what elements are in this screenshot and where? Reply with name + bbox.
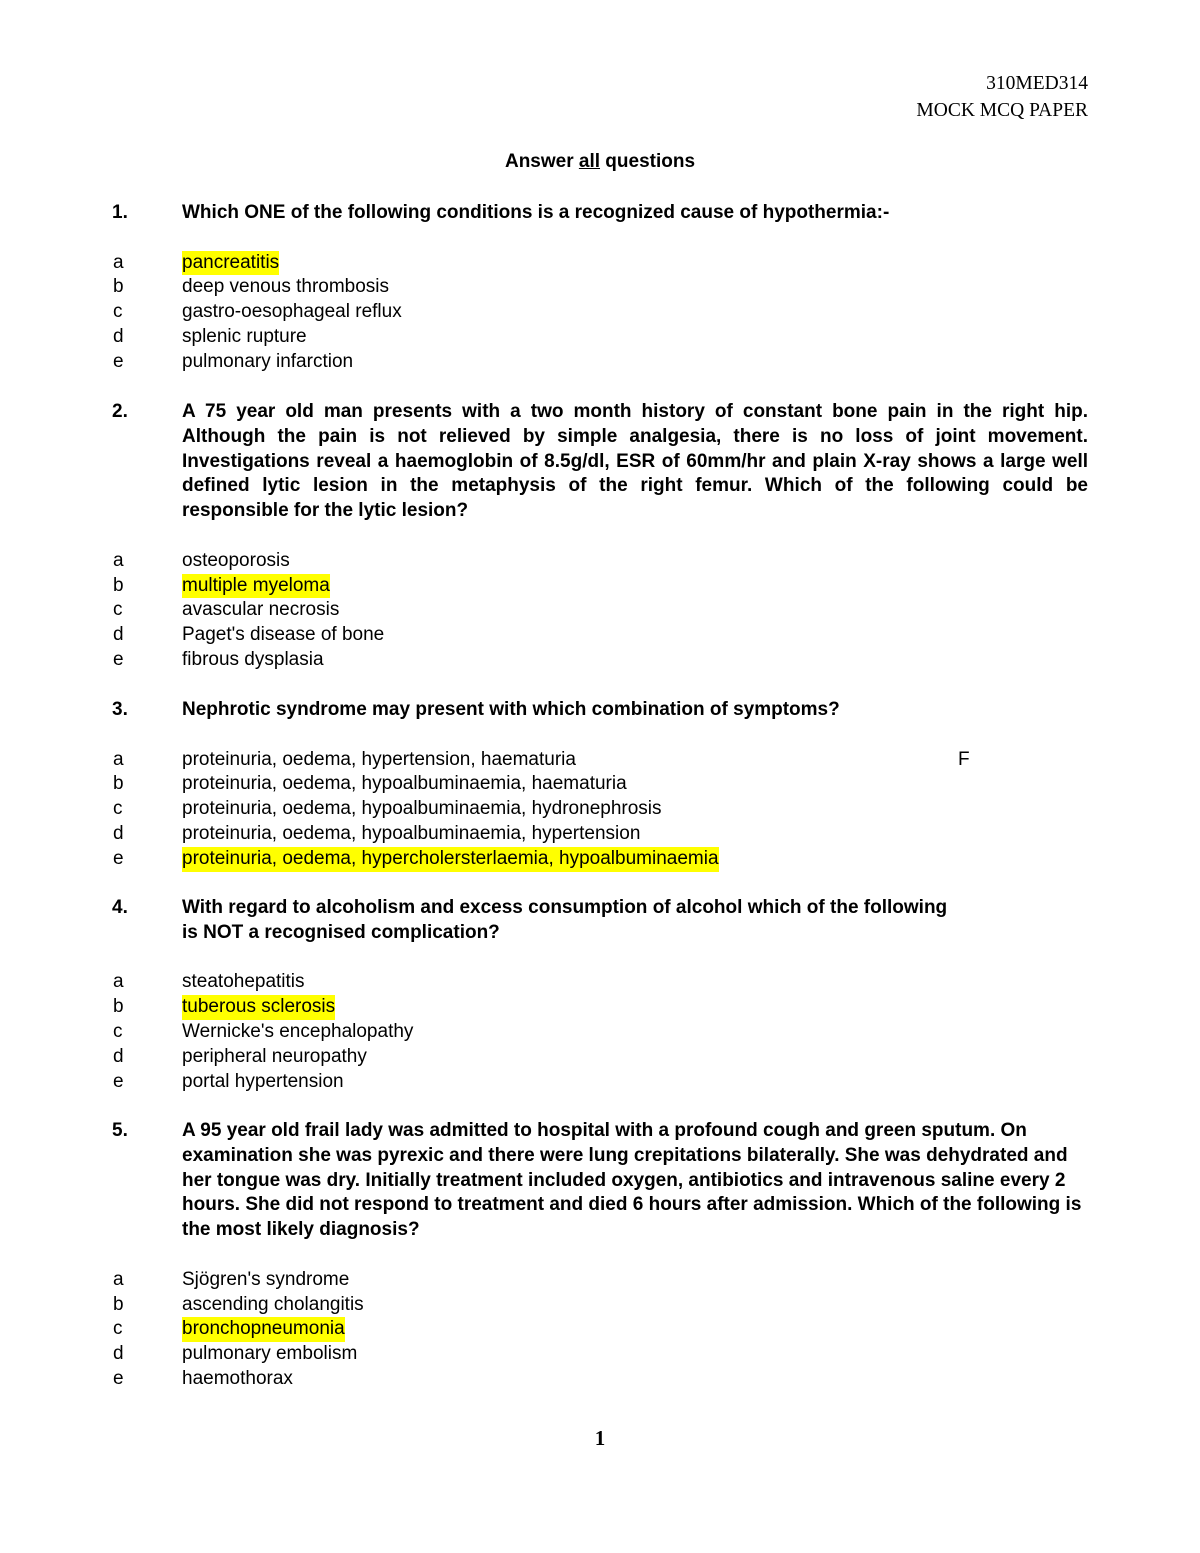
option-b [112, 995, 1088, 1020]
option-letter: e [113, 350, 124, 372]
option-d [112, 1342, 1088, 1367]
option-text: pulmonary infarction [182, 350, 354, 372]
option-list [112, 1268, 1088, 1392]
page-header [916, 70, 1088, 124]
question-2 [112, 400, 1088, 673]
question-text: Nephrotic syndrome may present with which combination of symptoms? [182, 699, 840, 720]
option-a [112, 549, 1088, 574]
option-text-highlighted: proteinuria, oedema, hypercholersterlaemia, hypoalbuminaemia [182, 847, 719, 872]
question-number: 1. [112, 202, 128, 223]
option-text: osteoporosis [182, 549, 290, 571]
option-d [112, 325, 1088, 350]
question-text: A 95 year old frail lady was admitted to hospital with a profound cough and green sputum. On examination she was pyrexic and there were lung crepitations bilaterally. She was dehydrated and her tongue was dry. Initially treatment included oxygen, antibiotics and intravenous saline every 2 hours. She did not respond to treatment and died 6 hours after admission. Which of the following is the most likely diagnosis? [182, 1120, 1082, 1241]
option-list [112, 251, 1088, 375]
option-letter: c [113, 599, 123, 621]
option-b [112, 275, 1088, 300]
option-letter: e [113, 648, 124, 670]
option-text-highlighted: bronchopneumonia [182, 1317, 345, 1342]
instruction-after: questions [600, 151, 696, 172]
option-b [112, 772, 1088, 797]
option-letter: e [113, 1367, 124, 1389]
instruction-before: Answer [504, 151, 579, 172]
option-list [112, 970, 1088, 1094]
instruction-underlined: all [578, 151, 601, 172]
option-letter: b [113, 574, 124, 596]
option-letter: b [113, 1293, 124, 1315]
option-letter: a [113, 549, 124, 571]
question-number: 2. [112, 401, 128, 422]
option-text: Sjögren's syndrome [182, 1268, 350, 1290]
option-a [112, 970, 1088, 995]
option-letter: e [113, 1070, 124, 1092]
option-letter: e [113, 847, 124, 869]
question-5 [112, 1119, 1088, 1392]
option-text: pulmonary embolism [182, 1343, 358, 1365]
option-letter: a [113, 971, 124, 993]
option-text: splenic rupture [182, 325, 307, 347]
option-text: proteinuria, oedema, hypoalbuminaemia, haematuria [182, 773, 627, 795]
option-letter: d [113, 624, 124, 646]
option-letter: c [113, 798, 123, 820]
question-3 [112, 698, 1088, 872]
option-c [112, 1020, 1088, 1045]
option-e [112, 1367, 1088, 1392]
option-letter: d [113, 325, 124, 347]
option-b [112, 574, 1088, 599]
option-e [112, 1070, 1088, 1095]
option-text: portal hypertension [182, 1070, 344, 1092]
option-text-highlighted: pancreatitis [182, 251, 279, 276]
option-letter: c [113, 301, 123, 323]
option-text: fibrous dysplasia [182, 648, 324, 670]
option-text-highlighted: tuberous sclerosis [182, 995, 335, 1020]
option-letter: c [113, 1318, 123, 1340]
option-d [112, 822, 1088, 847]
question-text: A 75 year old man presents with a two month history of constant bone pain in the right hip. Although the pain is not relieved by simple analgesia, there is no loss of joint movement. Investigations reveal a haemoglobin of 8.5g/dl, ESR of 60mm/hr and plain X-ray shows a large well defined lytic lesion in the metaphysis of the right femur. Which of the following could be responsible for the lytic lesion? [182, 401, 1088, 522]
option-letter: c [113, 1020, 123, 1042]
option-e [112, 648, 1088, 673]
option-d [112, 1045, 1088, 1070]
answer-mark: F [958, 748, 970, 770]
instruction-line [0, 149, 1200, 175]
question-number: 4. [112, 897, 128, 918]
option-d [112, 623, 1088, 648]
option-text: avascular necrosis [182, 599, 340, 621]
option-list [112, 748, 1088, 872]
option-text: Wernicke's encephalopathy [182, 1020, 414, 1042]
option-text: proteinuria, oedema, hypoalbuminaemia, hypertension [182, 822, 641, 844]
option-e [112, 350, 1088, 375]
question-1 [112, 201, 1088, 375]
option-letter: b [113, 276, 124, 298]
option-a [112, 251, 1088, 276]
option-c [112, 598, 1088, 623]
option-text: gastro-oesophageal reflux [182, 301, 402, 323]
option-text: proteinuria, oedema, hypertension, haematuria [182, 748, 576, 770]
option-text: steatohepatitis [182, 971, 305, 993]
option-c [112, 1317, 1088, 1342]
option-letter: a [113, 748, 124, 770]
page-number: 1 [594, 1426, 606, 1450]
option-letter: a [113, 251, 124, 273]
option-letter: d [113, 1343, 124, 1365]
question-text: Which ONE of the following conditions is a recognized cause of hypothermia:- [182, 202, 890, 223]
option-a [112, 748, 1088, 773]
question-4 [112, 896, 1088, 1094]
option-a [112, 1268, 1088, 1293]
option-letter: d [113, 822, 124, 844]
option-text: Paget's disease of bone [182, 624, 385, 646]
paper-title: MOCK MCQ PAPER [916, 100, 1088, 121]
option-c [112, 300, 1088, 325]
option-letter: b [113, 996, 124, 1018]
option-b [112, 1293, 1088, 1318]
option-letter: d [113, 1045, 124, 1067]
option-text: proteinuria, oedema, hypoalbuminaemia, hydronephrosis [182, 798, 662, 820]
option-text: peripheral neuropathy [182, 1045, 367, 1067]
question-text: With regard to alcoholism and excess consumption of alcohol which of the following is NOT a recognised complication? [182, 897, 948, 943]
question-number: 5. [112, 1120, 128, 1141]
option-text: haemothorax [182, 1367, 293, 1389]
option-text: ascending cholangitis [182, 1293, 364, 1315]
option-letter: b [113, 773, 124, 795]
option-text: deep venous thrombosis [182, 276, 390, 298]
option-list [112, 549, 1088, 673]
option-e [112, 847, 1088, 872]
option-c [112, 797, 1088, 822]
course-code: 310MED314 [986, 73, 1088, 94]
option-letter: a [113, 1268, 124, 1290]
question-number: 3. [112, 699, 128, 720]
option-text-highlighted: multiple myeloma [182, 574, 330, 599]
